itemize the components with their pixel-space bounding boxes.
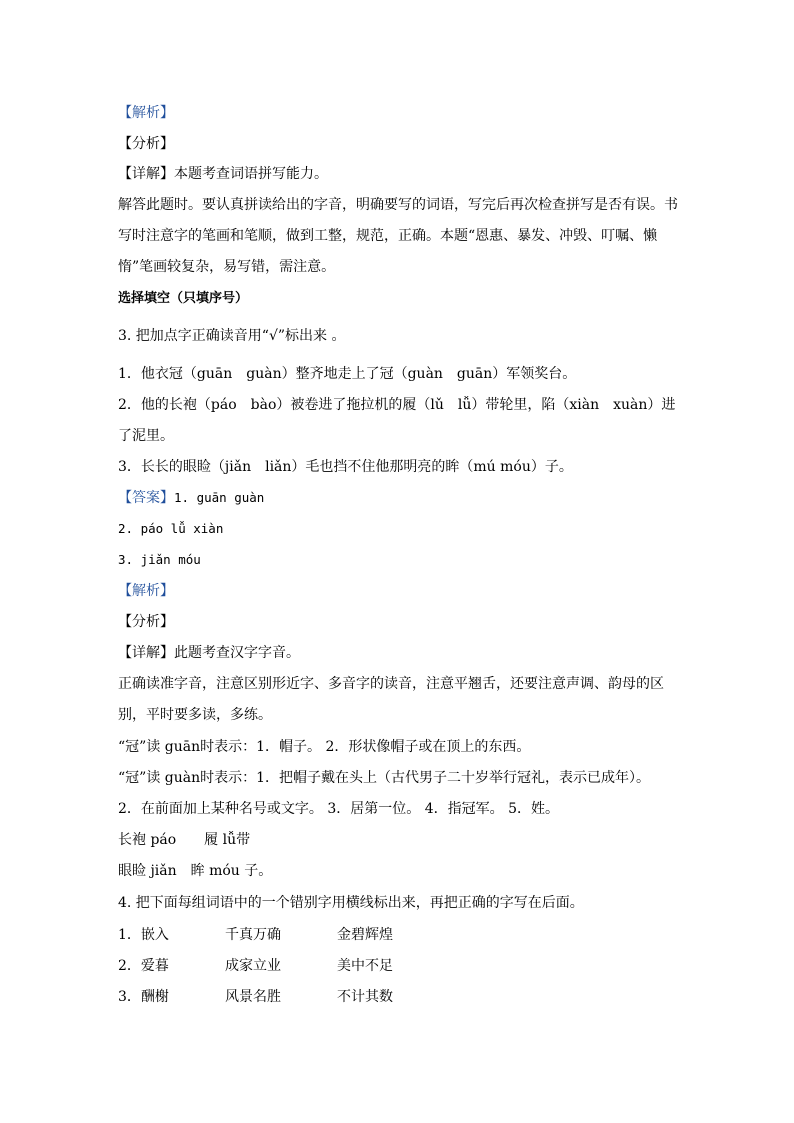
answer-tag: 【答案】 [118,490,174,506]
xiangjie-line-1 [118,164,328,184]
jiexi-label-1: 【解析】 [118,105,174,121]
answer-value-3: 3. jiǎn móu [118,552,201,567]
q4-word: 成家立业 [225,958,281,974]
q4-word: 风景名胜 [225,989,281,1005]
fenxi-label-1: 【分析】 [118,136,174,152]
xiangjie-tag: 【详解】 [118,645,174,661]
q4-word: 不计其数 [337,989,393,1005]
guan-reading-2: “冠”读 guàn时表示：1．把帽子戴在头上（古代男子二十岁举行冠礼，表示已成年）。 [118,770,651,786]
fenxi-label-2: 【分析】 [118,614,174,630]
answer-line-1 [118,488,264,508]
pao-lv-reading: 长袍 páo 履 lǚ带 [118,832,251,848]
answer-value-2: 2. páo lǚ xiàn [118,521,224,536]
question-4-stem: 4. 把下面每组词语中的一个错别字用横线标出来，再把正确的字写在后面。 [118,895,584,911]
xiangjie-line-2 [118,643,300,663]
question-3-item-3: 3．长长的眼睑（jiǎn liǎn）毛也挡不住他那明亮的眸（mú móu）子。 [118,459,573,475]
jian-mou-reading: 眼睑 jiǎn 眸 móu 子。 [118,863,273,879]
q4-row-2 [118,956,393,976]
q4-word: 3．酬榭 [118,989,169,1005]
answer-value-1: 1. guān guàn [174,490,265,505]
question-3-item-2: 2．他的长袍（páo bào）被卷进了拖拉机的履（lǔ lǚ）带轮里，陷（xiàn xuàn）进 [118,397,676,413]
xiangjie-text: 此题考查汉字字音。 [174,645,300,661]
q4-word: 金碧辉煌 [337,927,393,943]
q4-row-3 [118,987,393,1007]
section-title: 选择填空（只填序号） [118,291,249,306]
xiangjie-tag: 【详解】 [118,166,174,182]
question-3-item-2-cont: 了泥里。 [118,428,174,444]
analysis-paragraph-2: 正确读准字音，注意区别形近字、多音字的读音，注意平翘舌，还要注意声调、韵母的区别，平时要多读，多练。 [118,676,664,723]
xiangjie-text: 本题考查词语拼写能力。 [174,166,328,182]
q4-word: 千真万确 [225,927,281,943]
analysis-paragraph-1: 解答此题时。要认真拼读给出的字音，明确要写的词语，写完后再次检查拼写是否有误。书写时注意字的笔画和笔顺，做到工整，规范，正确。本题“恩惠、暴发、冲毁、叮嘱、懒惰”笔画较复杂，易写错，需注意。 [118,197,678,275]
question-3-item-1: 1．他衣冠（guān guàn）整齐地走上了冠（guàn guān）军领奖台。 [118,366,577,382]
guan-reading-1: “冠”读 guān时表示：1．帽子。 2．形状像帽子或在顶上的东西。 [118,739,531,755]
question-3-stem: 3. 把加点字正确读音用“√”标出来 。 [118,328,346,344]
q4-row-1 [118,925,393,945]
q4-word: 美中不足 [337,958,393,974]
guan-meanings: 2．在前面加上某种名号或文字。 3．居第一位。 4．指冠军。 5．姓。 [118,801,559,817]
q4-word: 2．爱暮 [118,958,169,974]
q4-word: 1．嵌入 [118,927,169,943]
jiexi-label-2: 【解析】 [118,583,174,599]
